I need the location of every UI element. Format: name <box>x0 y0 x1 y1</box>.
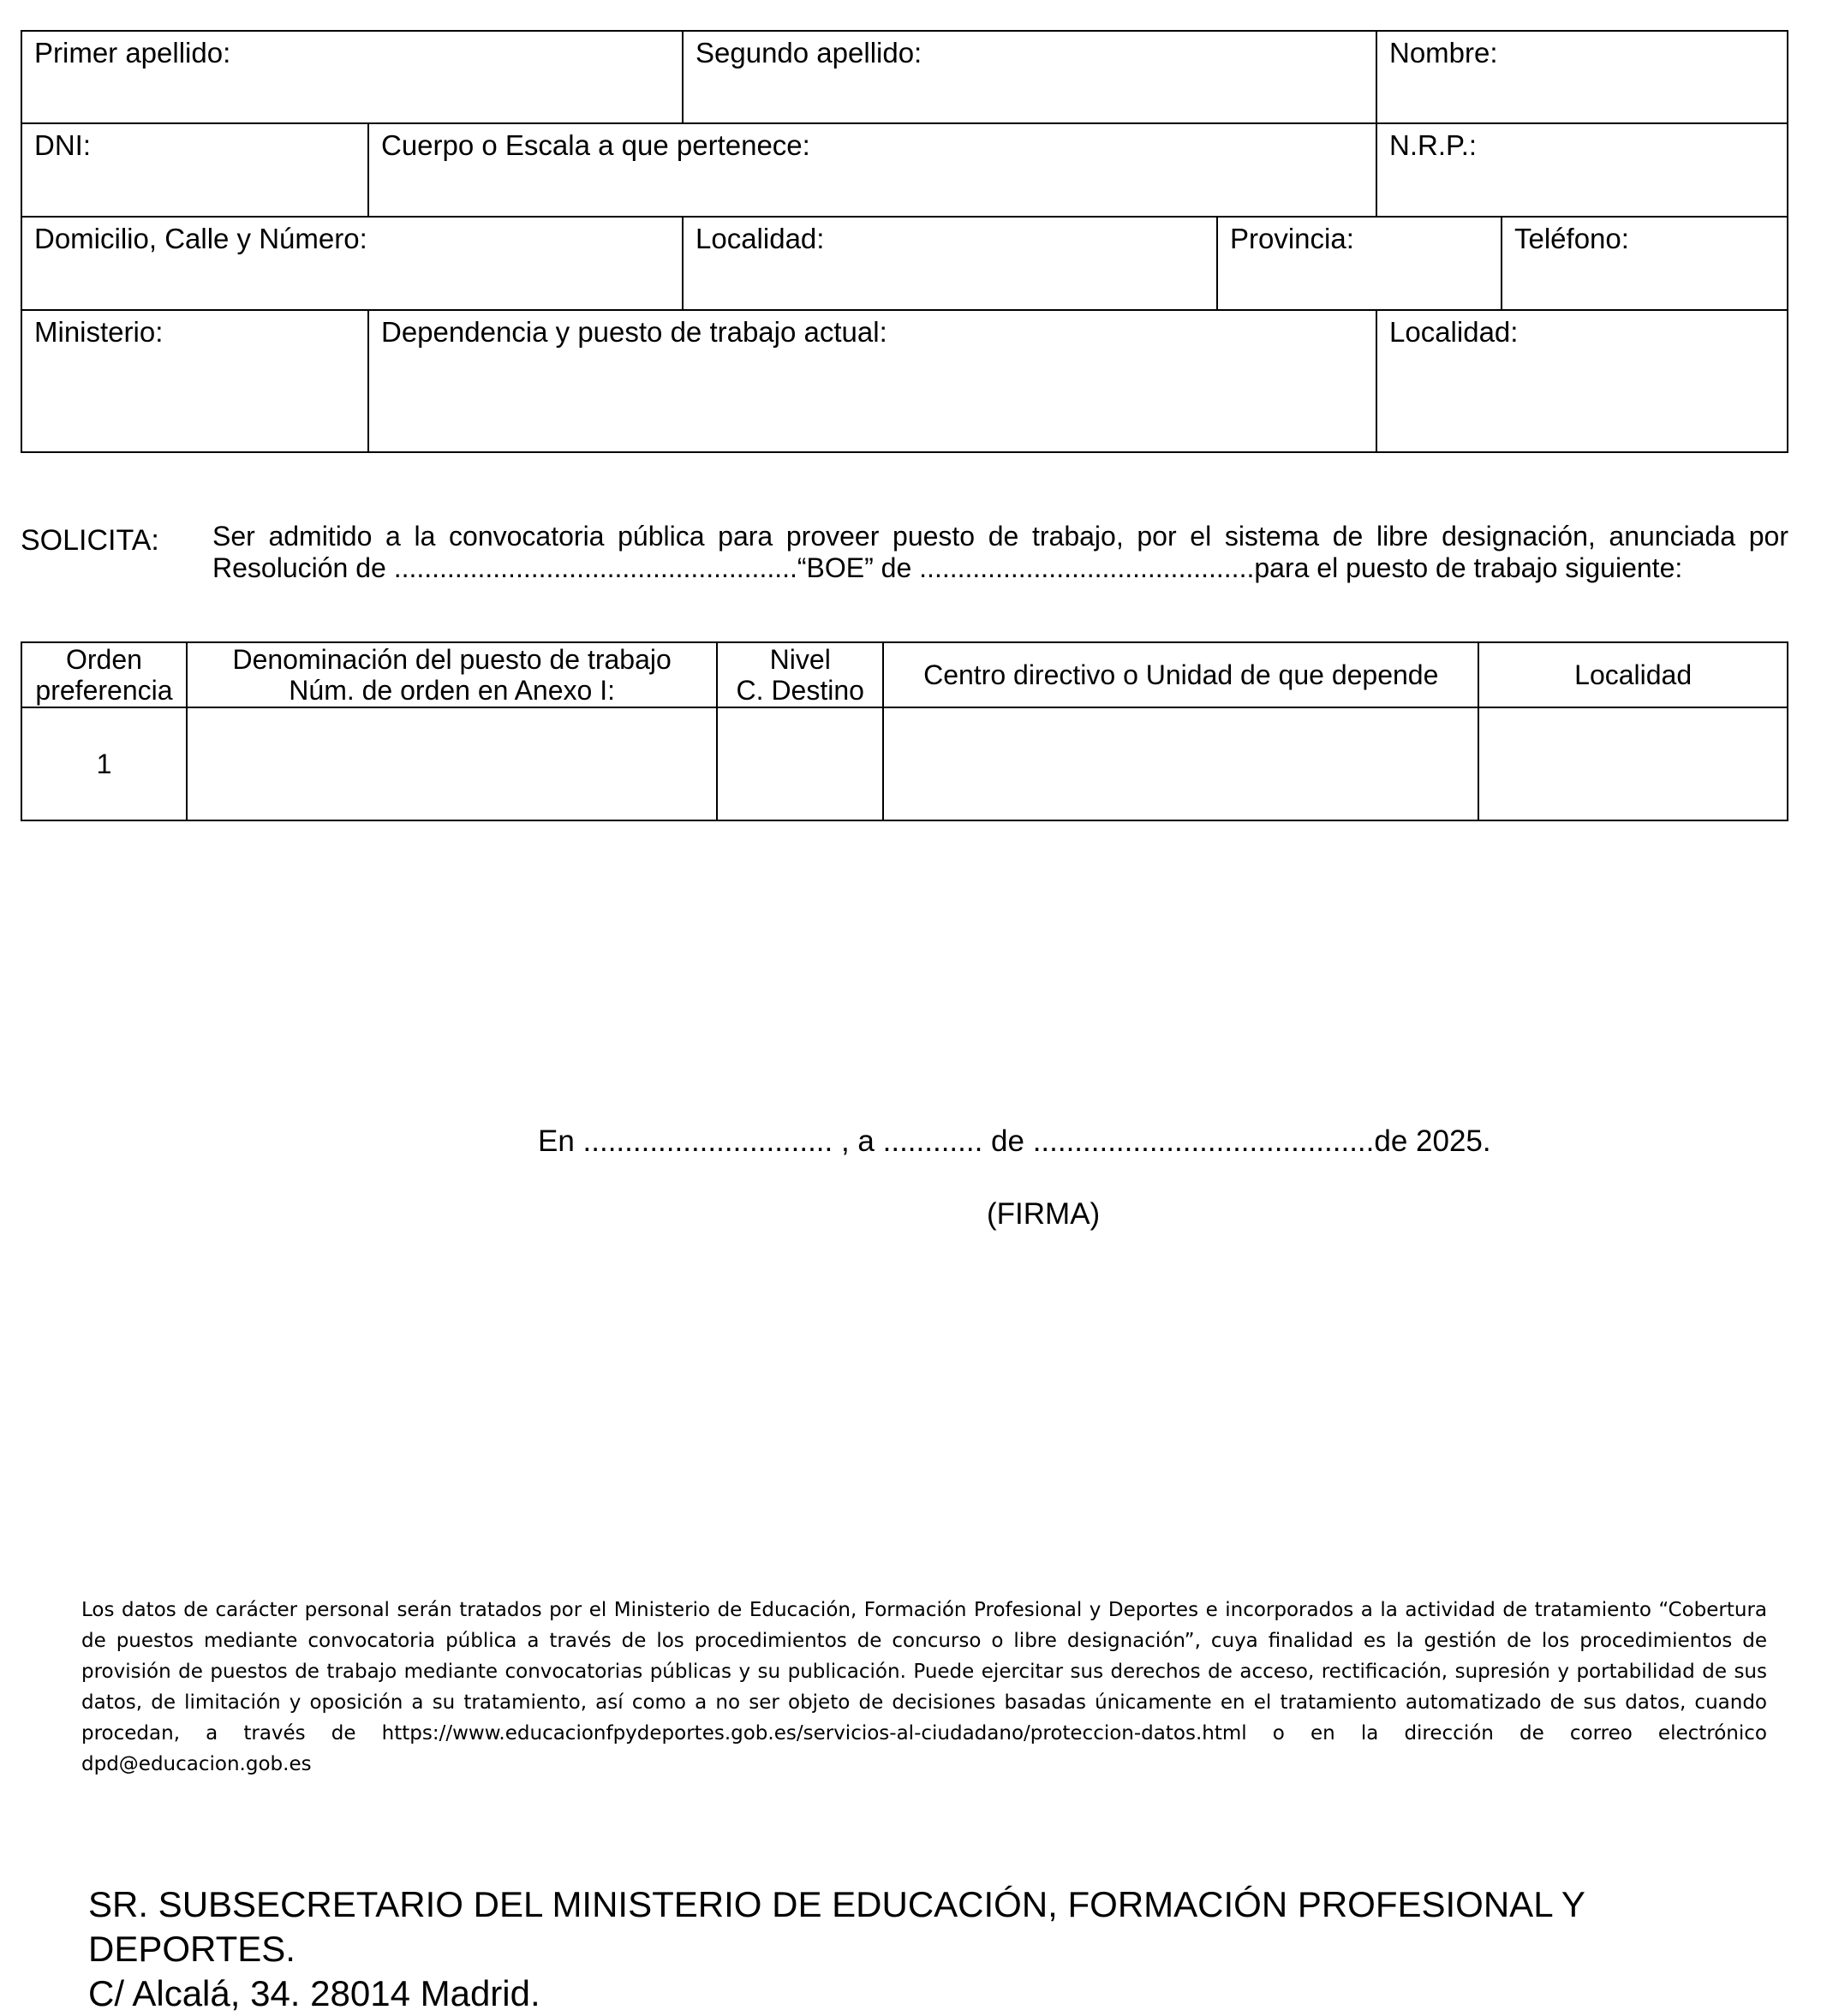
provincia-label: Provincia: <box>1230 223 1354 254</box>
localidad-trabajo-label: Localidad: <box>1389 316 1519 348</box>
localidad-domicilio-label: Localidad: <box>696 223 825 254</box>
addressee-line2: C/ Alcalá, 34. 28014 Madrid. <box>88 1973 540 2013</box>
segundo-apellido-label: Segundo apellido: <box>696 37 922 69</box>
dni-field[interactable] <box>21 122 367 216</box>
header-denominacion-line2: Núm. de orden en Anexo I: <box>289 675 615 706</box>
solicita-text-line1: Ser admitido a la convocatoria pública para proveer puesto de trabajo, por el sistema de libre designación, anunciada por <box>212 521 1788 552</box>
header-nivel-line2: C. Destino <box>736 675 864 706</box>
dependencia-label: Dependencia y puesto de trabajo actual: <box>381 316 887 348</box>
table-row <box>21 707 1788 820</box>
header-centro: Centro directivo o Unidad de que depende <box>883 642 1478 707</box>
header-denominacion-line1: Denominación del puesto de trabajo <box>232 644 672 675</box>
domicilio-field[interactable] <box>21 216 682 309</box>
telefono-field[interactable] <box>1501 216 1788 309</box>
header-orden <box>21 642 187 707</box>
localidad-domicilio-field[interactable] <box>682 216 1216 309</box>
primer-apellido-label: Primer apellido: <box>34 37 231 69</box>
job-table-header-row <box>21 642 1788 707</box>
primer-apellido-field[interactable] <box>21 30 682 122</box>
header-localidad: Localidad <box>1478 642 1788 707</box>
localidad-trabajo-field[interactable] <box>1376 309 1788 453</box>
cell-centro[interactable] <box>883 707 1478 820</box>
addressee-block <box>88 1882 1784 2016</box>
cell-orden: 1 <box>21 707 187 820</box>
firma-label: (FIRMA) <box>987 1197 1101 1231</box>
nombre-label: Nombre: <box>1389 37 1498 69</box>
header-nivel <box>717 642 883 707</box>
ministerio-label: Ministerio: <box>34 316 164 348</box>
header-orden-line1: Orden <box>66 644 142 675</box>
ministerio-field[interactable] <box>21 309 367 453</box>
header-nivel-line1: Nivel <box>769 644 831 675</box>
privacy-notice: Los datos de carácter personal serán tratados por el Ministerio de Educación, Formación Profesional y Deportes e incorporados a la actividad de tratamiento “Cobertura de puestos mediante convocatoria pública a través de los procedimientos de concurso o libre designación”, cuya finalidad es la gestión de los procedimientos de provisión de puestos de trabajo mediante convocatorias públicas y su publicación. Puede ejercitar sus derechos de acceso, rectificación, supresión y portabilidad de sus datos, de limitación y oposición a su tratamiento, así como a no ser objeto de decisiones basadas únicamente en el tratamiento automatizado de sus datos, cuando procedan, a través de https://www.educacionfpydeportes.gob.es/servicios-al-ciudadano/proteccion-datos.html o en la dirección de correo electrónico dpd@educacion.gob.es <box>81 1599 1767 1775</box>
header-orden-line2: preferencia <box>35 675 173 706</box>
cuerpo-escala-label: Cuerpo o Escala a que pertenece: <box>381 129 810 161</box>
job-preference-table <box>21 641 1788 821</box>
nombre-field[interactable] <box>1376 30 1788 122</box>
cell-nivel[interactable] <box>717 707 883 820</box>
dependencia-field[interactable] <box>367 309 1376 453</box>
domicilio-label: Domicilio, Calle y Número: <box>34 223 367 254</box>
date-place-line[interactable]: En .............................. , a ............ de .........................................de 2025. <box>538 1124 1491 1158</box>
cuerpo-escala-field[interactable] <box>367 122 1376 216</box>
addressee-line1: SR. SUBSECRETARIO DEL MINISTERIO DE EDUCACIÓN, FORMACIÓN PROFESIONAL Y DEPORTES. <box>88 1884 1585 1969</box>
segundo-apellido-field[interactable] <box>682 30 1376 122</box>
header-denominacion <box>187 642 717 707</box>
dni-label: DNI: <box>34 129 91 161</box>
solicita-label: SOLICITA: <box>21 524 159 557</box>
nrp-label: N.R.P.: <box>1389 129 1478 161</box>
provincia-field[interactable] <box>1216 216 1501 309</box>
cell-localidad[interactable] <box>1478 707 1788 820</box>
telefono-label: Teléfono: <box>1514 223 1629 254</box>
personal-data-table <box>21 30 1788 453</box>
solicita-text-line2: Resolución de .....................................................“BOE” de ............................................para el puesto de trabajo siguiente: <box>212 552 1683 583</box>
nrp-field[interactable] <box>1376 122 1788 216</box>
cell-denominacion[interactable] <box>187 707 717 820</box>
